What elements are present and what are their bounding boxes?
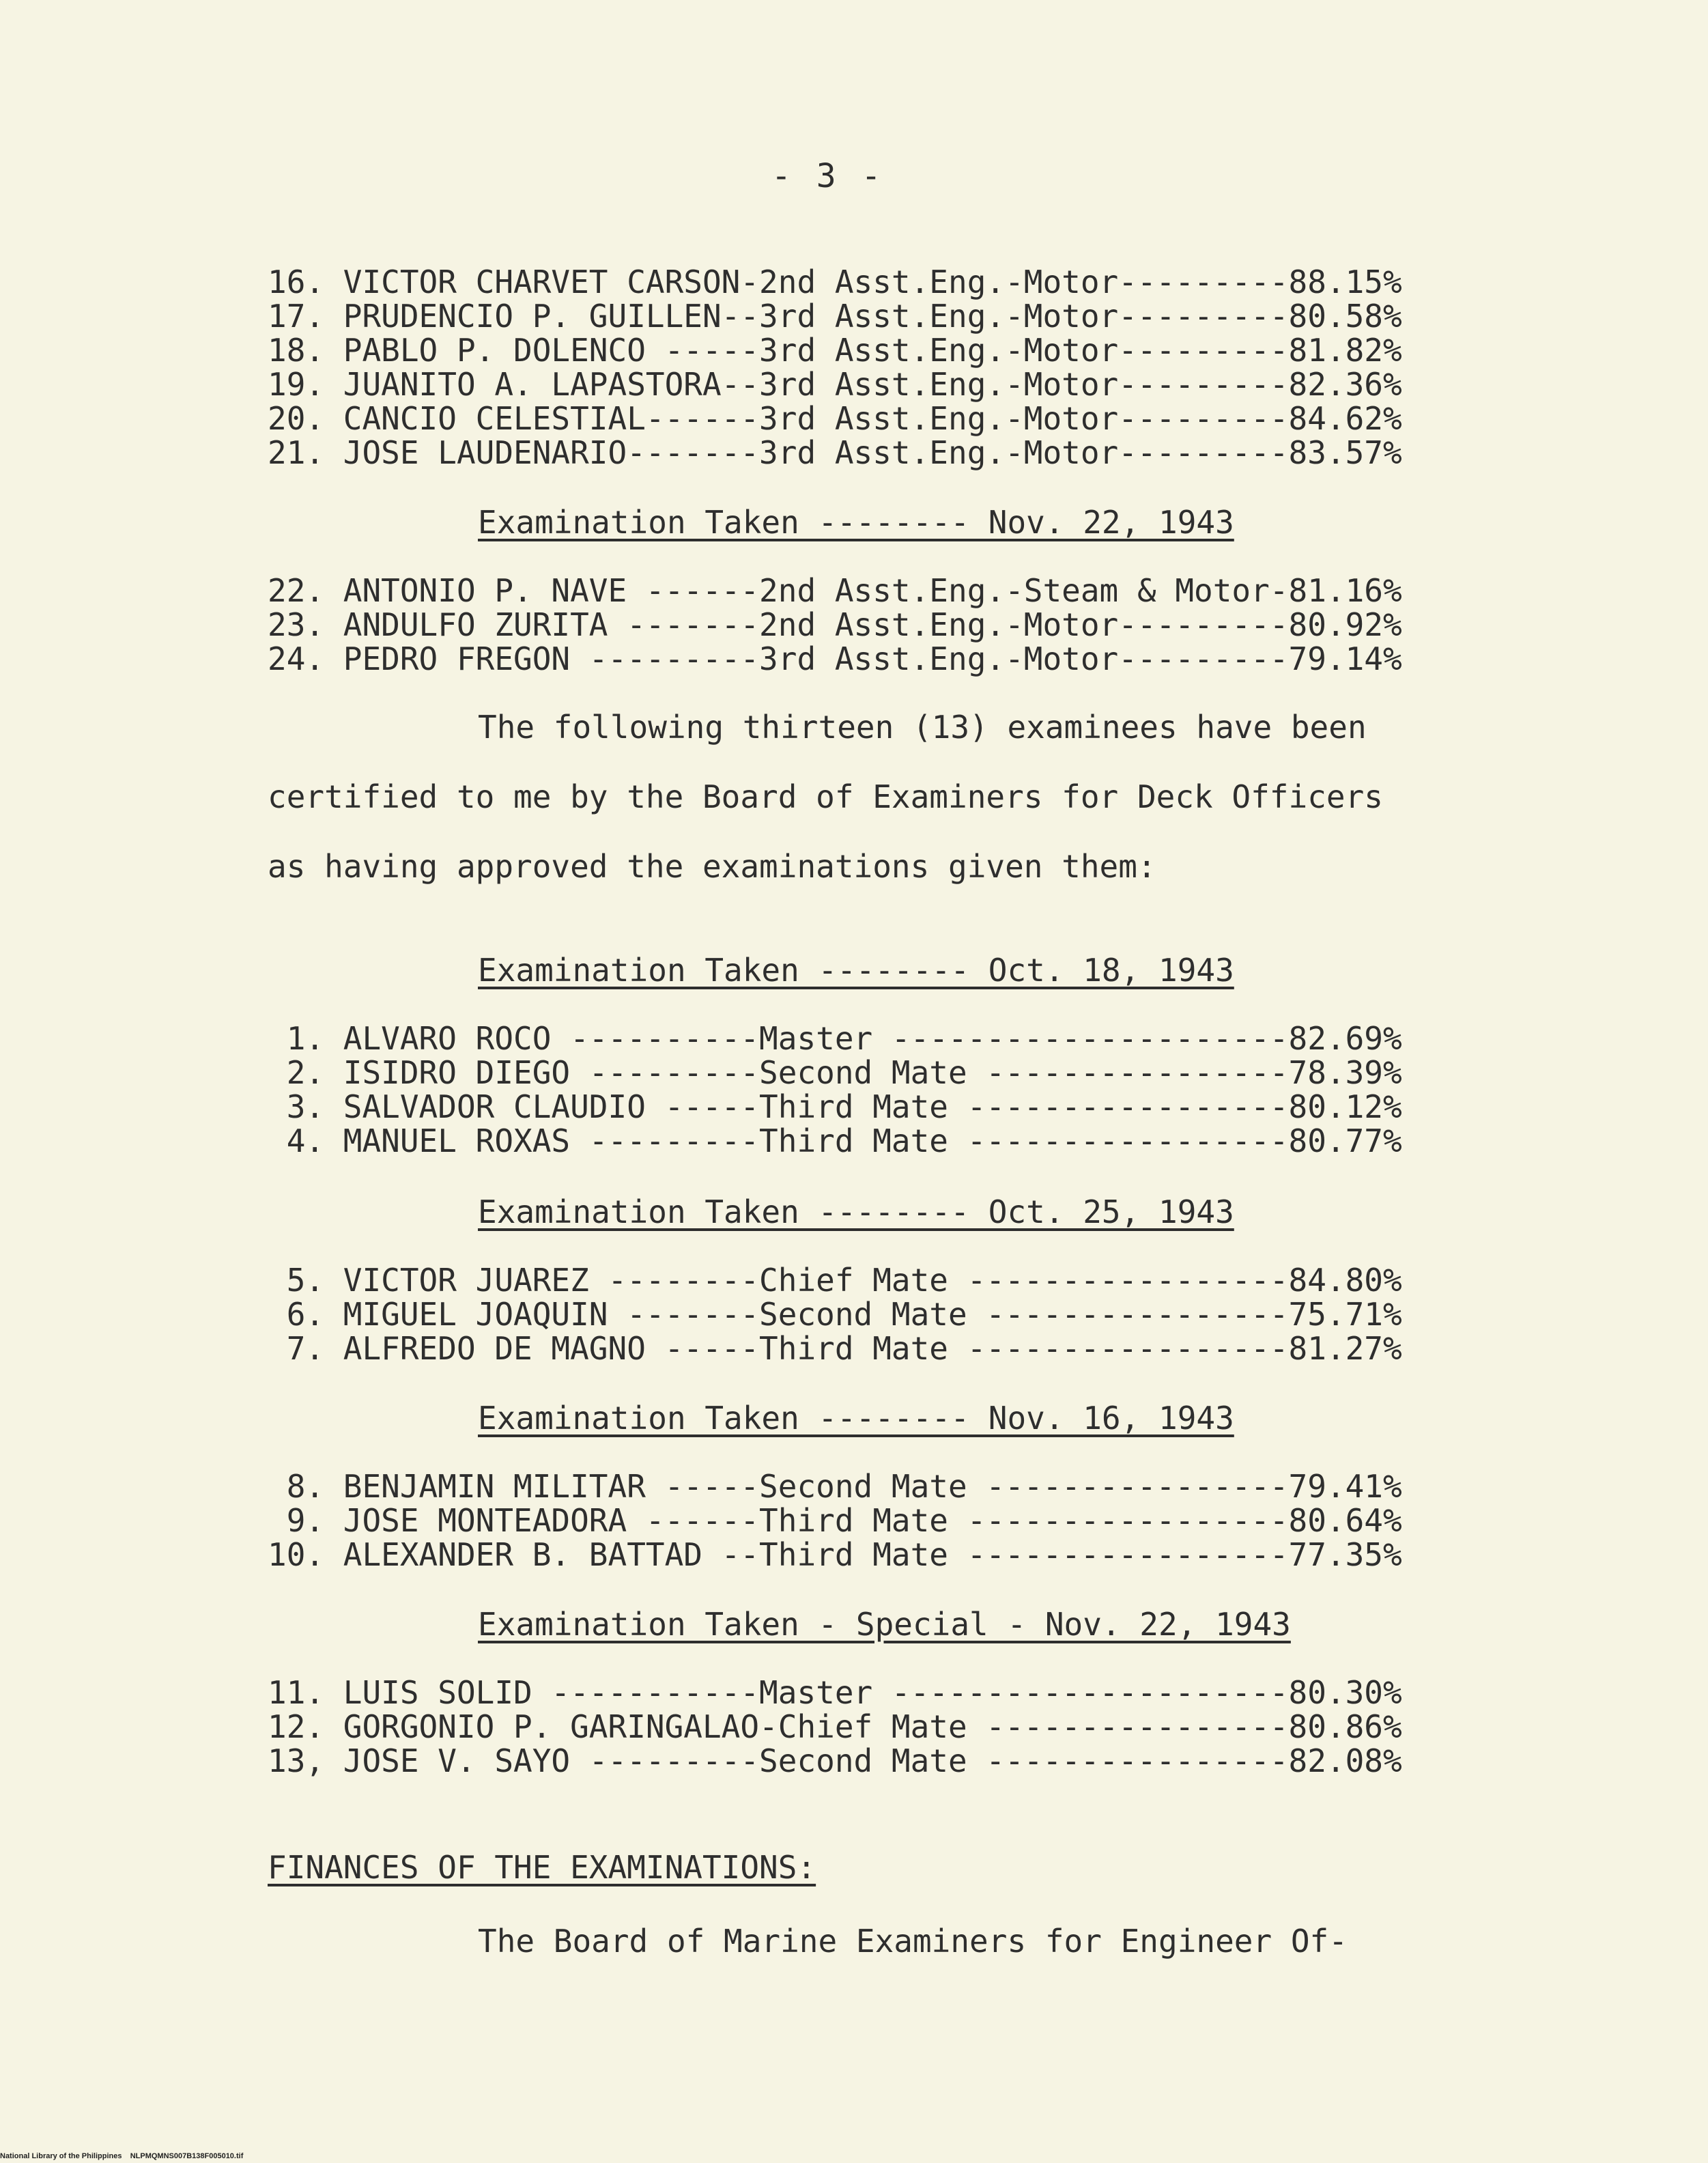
entry-23: 23. ANDULFO ZURITA -------2nd Asst.Eng.-Motor---------80.92% <box>268 606 1402 643</box>
heading-special-nov-22: Examination Taken - Special - Nov. 22, 1943 <box>478 1606 1291 1643</box>
entry-24: 24. PEDRO FREGON ---------3rd Asst.Eng.-Motor---------79.14% <box>268 640 1402 677</box>
page-number: - 3 - <box>771 157 884 195</box>
deck-entry-8: 8. BENJAMIN MILITAR -----Second Mate ----------------79.41% <box>268 1468 1402 1505</box>
deck-entry-4: 4. MANUEL ROXAS ---------Third Mate -----------------80.77% <box>268 1122 1402 1159</box>
deck-entry-12: 12. GORGONIO P. GARINGALAO-Chief Mate ----------------80.86% <box>268 1708 1402 1745</box>
entry-22: 22. ANTONIO P. NAVE ------2nd Asst.Eng.-Steam & Motor-81.16% <box>268 572 1402 609</box>
archive-footer: National Library of the Philippines NLPMQMNS007B138F005010.tif <box>0 2152 244 2160</box>
entry-19: 19. JUANITO A. LAPASTORA--3rd Asst.Eng.-Motor---------82.36% <box>268 366 1402 403</box>
deck-entry-2: 2. ISIDRO DIEGO ---------Second Mate ----------------78.39% <box>268 1054 1402 1091</box>
deck-entry-3: 3. SALVADOR CLAUDIO -----Third Mate -----------------80.12% <box>268 1088 1402 1125</box>
entry-17: 17. PRUDENCIO P. GUILLEN--3rd Asst.Eng.-Motor---------80.58% <box>268 298 1402 335</box>
deck-entry-5: 5. VICTOR JUAREZ --------Chief Mate -----------------84.80% <box>268 1262 1402 1299</box>
deck-entry-7: 7. ALFREDO DE MAGNO -----Third Mate -----------------81.27% <box>268 1330 1402 1367</box>
entry-18: 18. PABLO P. DOLENCO -----3rd Asst.Eng.-Motor---------81.82% <box>268 332 1402 369</box>
paragraph-line-2: certified to me by the Board of Examiners for Deck Officers <box>268 778 1383 815</box>
paragraph-line-1: The following thirteen (13) examinees have been <box>478 709 1367 746</box>
finances-text: The Board of Marine Examiners for Engineer Of- <box>478 1923 1348 1960</box>
finances-heading: FINANCES OF THE EXAMINATIONS: <box>268 1849 816 1886</box>
deck-entry-9: 9. JOSE MONTEADORA ------Third Mate -----------------80.64% <box>268 1502 1402 1539</box>
entry-21: 21. JOSE LAUDENARIO-------3rd Asst.Eng.-Motor---------83.57% <box>268 434 1402 471</box>
heading-nov-16: Examination Taken -------- Nov. 16, 1943 <box>478 1400 1234 1437</box>
deck-entry-13: 13, JOSE V. SAYO ---------Second Mate ----------------82.08% <box>268 1742 1402 1779</box>
deck-entry-10: 10. ALEXANDER B. BATTAD --Third Mate -----------------77.35% <box>268 1536 1402 1573</box>
deck-entry-6: 6. MIGUEL JOAQUIN -------Second Mate ----------------75.71% <box>268 1296 1402 1333</box>
entry-16: 16. VICTOR CHARVET CARSON-2nd Asst.Eng.-Motor---------88.15% <box>268 264 1402 300</box>
heading-oct-25: Examination Taken -------- Oct. 25, 1943 <box>478 1193 1234 1230</box>
heading-nov-22: Examination Taken -------- Nov. 22, 1943 <box>478 504 1234 541</box>
deck-entry-1: 1. ALVARO ROCO ----------Master ---------------------82.69% <box>268 1020 1402 1057</box>
deck-entry-11: 11. LUIS SOLID -----------Master ---------------------80.30% <box>268 1674 1402 1711</box>
heading-oct-18: Examination Taken -------- Oct. 18, 1943 <box>478 952 1234 989</box>
paragraph-line-3: as having approved the examinations given them: <box>268 848 1156 885</box>
entry-20: 20. CANCIO CELESTIAL------3rd Asst.Eng.-Motor---------84.62% <box>268 400 1402 437</box>
